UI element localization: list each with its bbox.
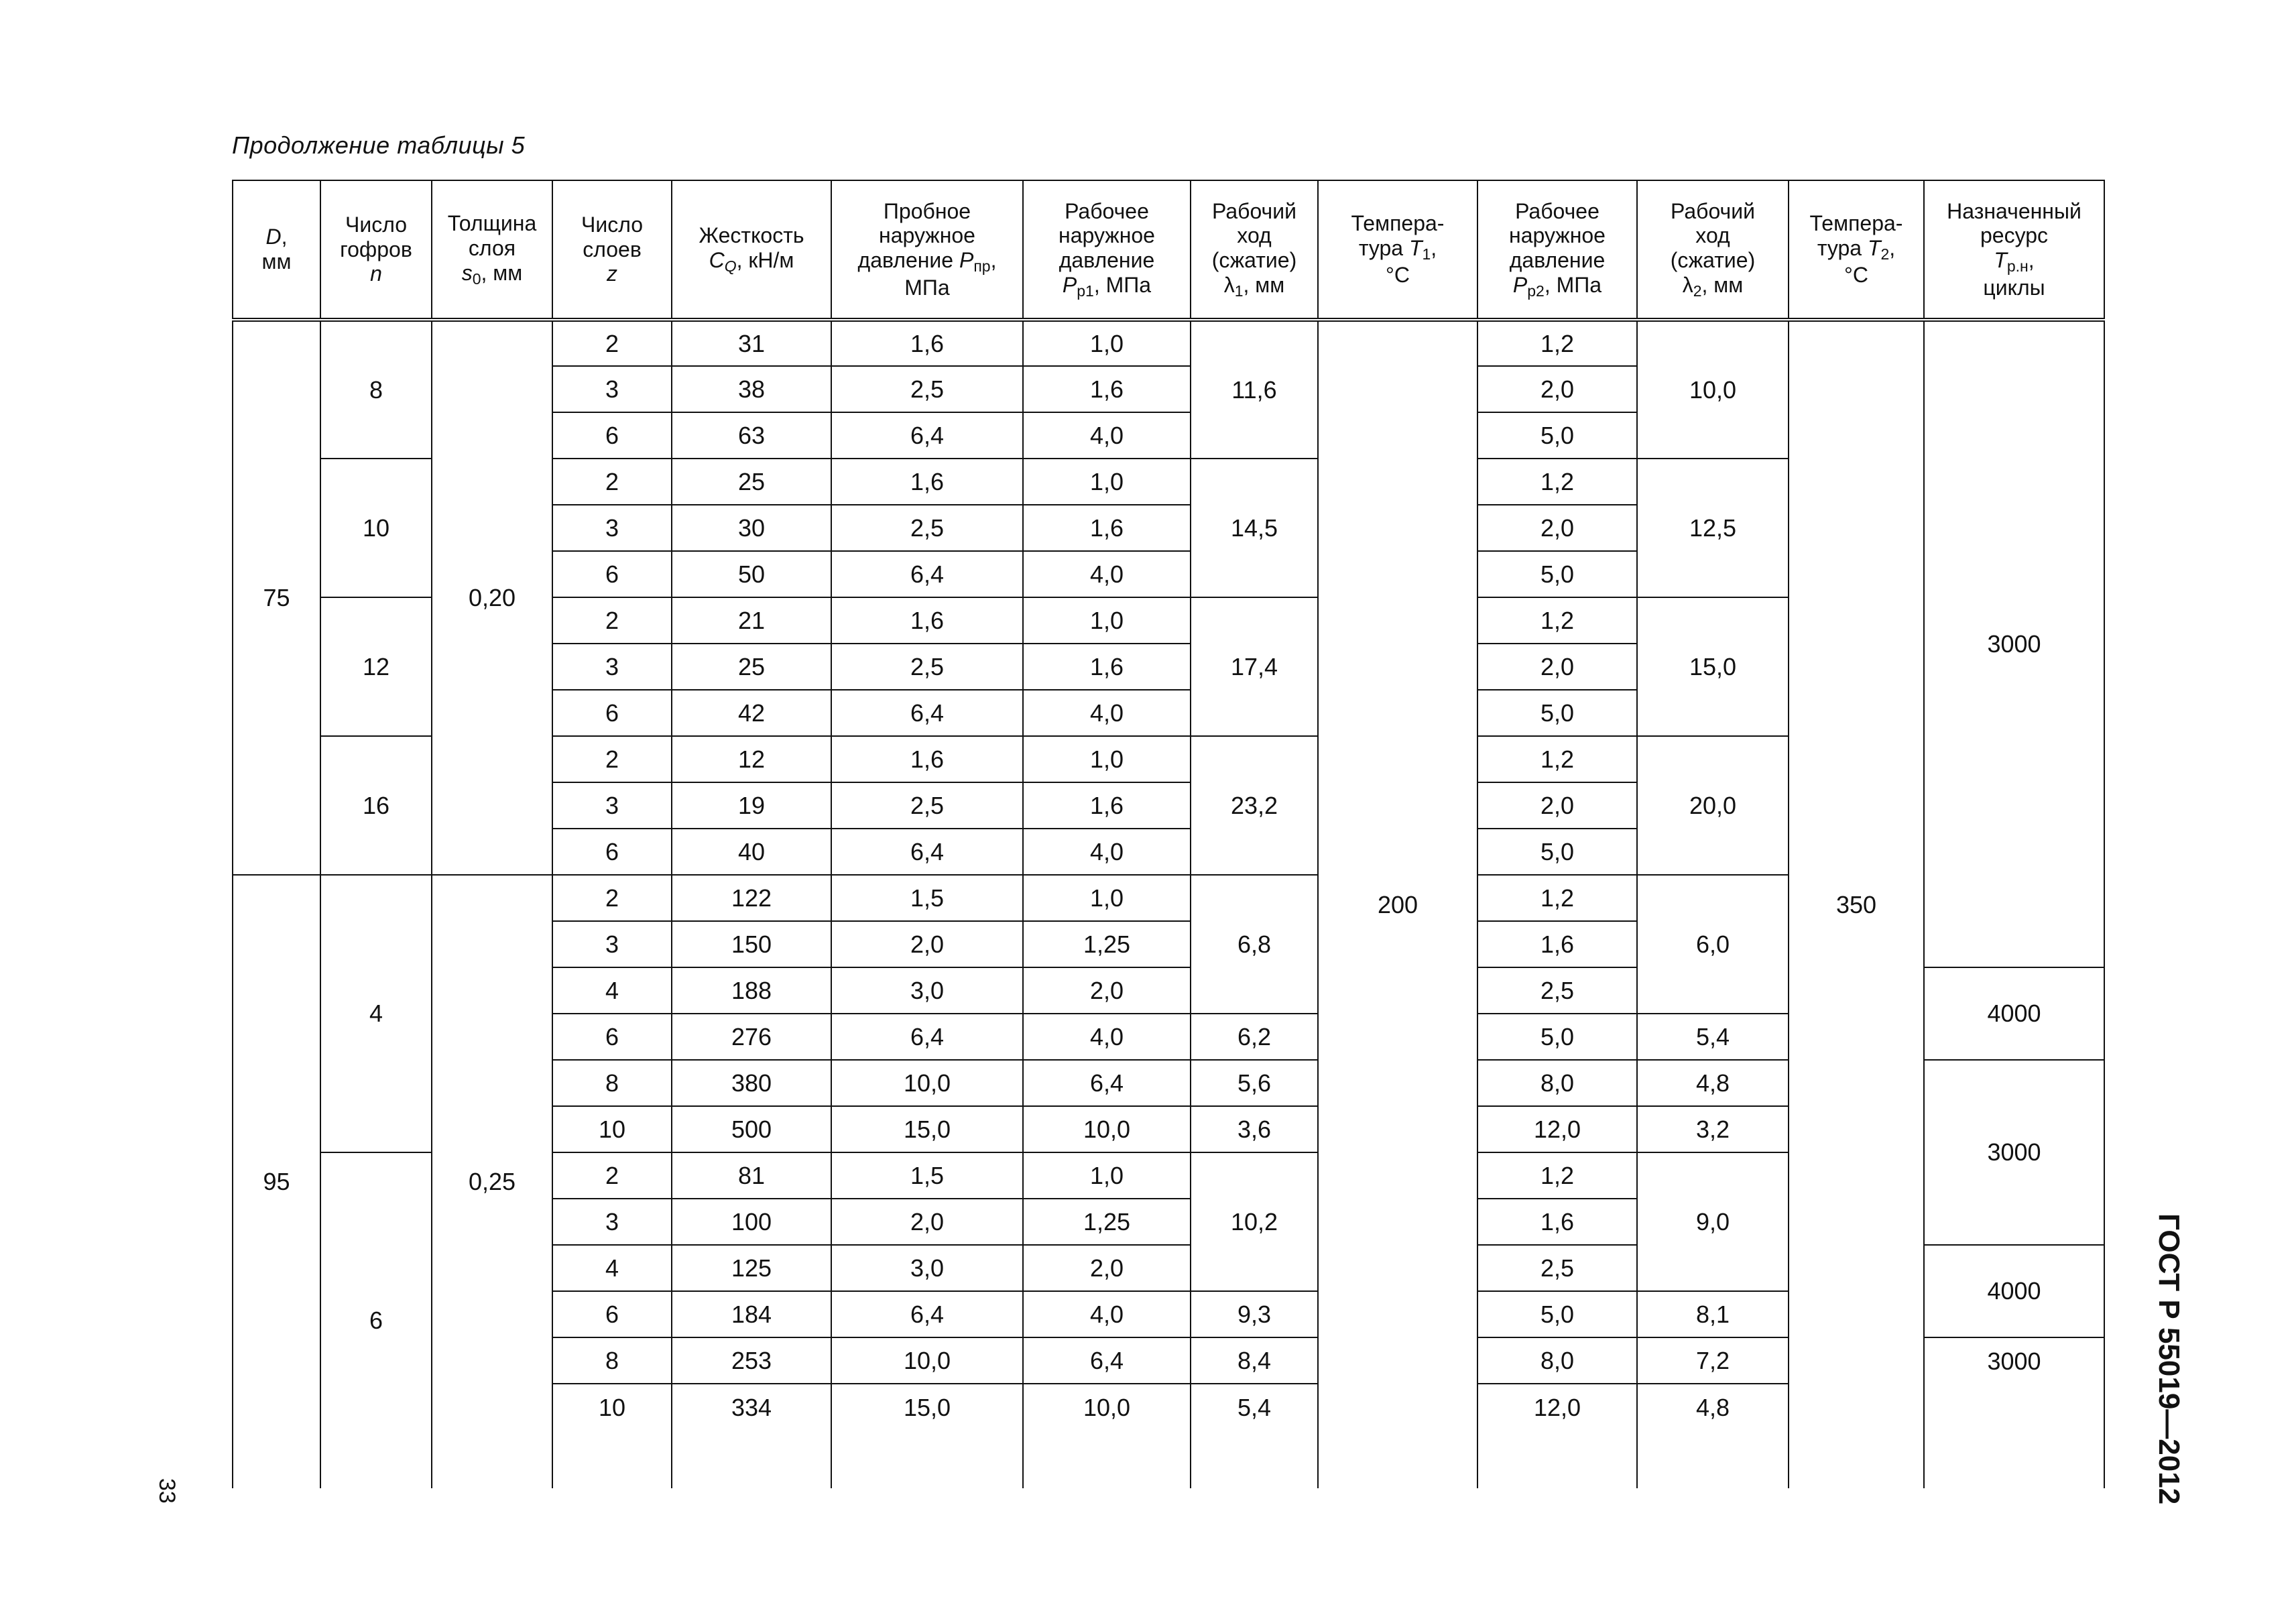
table-caption: Продолжение таблицы 5 xyxy=(232,131,526,159)
cell-ppr: 6,4 xyxy=(831,1014,1023,1060)
cell-t2: 350 xyxy=(1789,320,1924,1488)
cell-pp1: 10,0 xyxy=(1023,1384,1191,1488)
cell-z: 2 xyxy=(552,736,672,782)
cell-c: 30 xyxy=(672,505,831,551)
cell-z: 3 xyxy=(552,1199,672,1245)
cell-pp1: 4,0 xyxy=(1023,1014,1191,1060)
cell-pp2: 1,6 xyxy=(1477,921,1637,967)
cell-c: 38 xyxy=(672,366,831,412)
cell-z: 3 xyxy=(552,644,672,690)
cell-lambda1: 23,2 xyxy=(1191,736,1318,875)
cell-lambda1: 10,2 xyxy=(1191,1152,1318,1291)
standard-code: ГОСТ Р 55019—2012 xyxy=(2153,1213,2185,1505)
header-row xyxy=(233,180,2104,320)
cell-ppr: 2,0 xyxy=(831,921,1023,967)
cell-pp2: 2,5 xyxy=(1477,967,1637,1014)
cell-c: 50 xyxy=(672,551,831,597)
cell-ppr: 15,0 xyxy=(831,1106,1023,1152)
cell-c: 125 xyxy=(672,1245,831,1291)
cell-c: 253 xyxy=(672,1337,831,1384)
cell-ppr: 6,4 xyxy=(831,551,1023,597)
table-row xyxy=(233,320,2104,366)
cell-lambda2: 7,2 xyxy=(1637,1337,1789,1384)
cell-pp2: 5,0 xyxy=(1477,1014,1637,1060)
cell-lambda2: 3,2 xyxy=(1637,1106,1789,1152)
cell-c: 42 xyxy=(672,690,831,736)
cell-pp1: 1,6 xyxy=(1023,644,1191,690)
cell-resource: 3000 xyxy=(1924,1337,2104,1488)
cell-z: 8 xyxy=(552,1337,672,1384)
header-ppr: Пробное наружное давление $P_{пр}$, МПа xyxy=(831,180,1023,320)
cell-z: 8 xyxy=(552,1060,672,1106)
cell-ppr: 3,0 xyxy=(831,967,1023,1014)
cell-z: 3 xyxy=(552,505,672,551)
header-t1: Темпера- тура $T_1$, °С xyxy=(1318,180,1477,320)
cell-lambda2: 15,0 xyxy=(1637,597,1789,736)
cell-pp1: 1,0 xyxy=(1023,459,1191,505)
cell-pp1: 6,4 xyxy=(1023,1337,1191,1384)
cell-ppr: 2,5 xyxy=(831,366,1023,412)
cell-pp1: 1,0 xyxy=(1023,597,1191,644)
cell-z: 4 xyxy=(552,967,672,1014)
cell-c: 500 xyxy=(672,1106,831,1152)
cell-c: 188 xyxy=(672,967,831,1014)
cell-pp1: 1,0 xyxy=(1023,875,1191,921)
cell-lambda2: 4,8 xyxy=(1637,1060,1789,1106)
cell-pp2: 12,0 xyxy=(1477,1106,1637,1152)
cell-pp1: 4,0 xyxy=(1023,412,1191,459)
cell-ppr: 6,4 xyxy=(831,829,1023,875)
cell-pp1: 1,0 xyxy=(1023,1152,1191,1199)
header-pp2: Рабочее наружное давление $P_{р2}$, МПа xyxy=(1477,180,1637,320)
cell-pp2: 1,6 xyxy=(1477,1199,1637,1245)
cell-pp2: 5,0 xyxy=(1477,551,1637,597)
cell-z: 3 xyxy=(552,366,672,412)
cell-ppr: 2,5 xyxy=(831,644,1023,690)
cell-c: 63 xyxy=(672,412,831,459)
cell-pp1: 4,0 xyxy=(1023,551,1191,597)
cell-pp1: 1,25 xyxy=(1023,921,1191,967)
cell-n: 16 xyxy=(320,736,432,875)
cell-c: 12 xyxy=(672,736,831,782)
cell-z: 2 xyxy=(552,1152,672,1199)
cell-ppr: 1,6 xyxy=(831,597,1023,644)
cell-pp1: 1,6 xyxy=(1023,505,1191,551)
cell-ppr: 1,6 xyxy=(831,320,1023,366)
cell-pp2: 5,0 xyxy=(1477,412,1637,459)
header-s: Толщина слоя $s_0$, мм xyxy=(432,180,552,320)
cell-c: 380 xyxy=(672,1060,831,1106)
cell-c: 276 xyxy=(672,1014,831,1060)
cell-lambda1: 9,3 xyxy=(1191,1291,1318,1337)
cell-c: 31 xyxy=(672,320,831,366)
cell-c: 19 xyxy=(672,782,831,829)
cell-lambda2: 12,5 xyxy=(1637,459,1789,597)
cell-n: 8 xyxy=(320,320,432,459)
cell-c: 334 xyxy=(672,1384,831,1488)
cell-lambda1: 3,6 xyxy=(1191,1106,1318,1152)
cell-pp2: 1,2 xyxy=(1477,1152,1637,1199)
cell-pp1: 6,4 xyxy=(1023,1060,1191,1106)
cell-ppr: 2,5 xyxy=(831,505,1023,551)
cell-c: 21 xyxy=(672,597,831,644)
cell-lambda1: 8,4 xyxy=(1191,1337,1318,1384)
cell-z: 3 xyxy=(552,921,672,967)
cell-ppr: 6,4 xyxy=(831,690,1023,736)
cell-resource: 3000 xyxy=(1924,320,2104,967)
cell-ppr: 1,5 xyxy=(831,1152,1023,1199)
cell-z: 10 xyxy=(552,1106,672,1152)
cell-ppr: 1,6 xyxy=(831,736,1023,782)
cell-pp2: 8,0 xyxy=(1477,1337,1637,1384)
cell-resource: 4000 xyxy=(1924,967,2104,1060)
cell-lambda2: 4,8 xyxy=(1637,1384,1789,1488)
cell-lambda2: 20,0 xyxy=(1637,736,1789,875)
cell-lambda1: 11,6 xyxy=(1191,320,1318,459)
cell-z: 2 xyxy=(552,320,672,366)
cell-lambda2: 5,4 xyxy=(1637,1014,1789,1060)
cell-pp2: 1,2 xyxy=(1477,597,1637,644)
cell-pp1: 2,0 xyxy=(1023,967,1191,1014)
cell-pp2: 5,0 xyxy=(1477,690,1637,736)
header-d: D, мм xyxy=(233,180,320,320)
cell-z: 2 xyxy=(552,597,672,644)
cell-c: 100 xyxy=(672,1199,831,1245)
cell-n: 10 xyxy=(320,459,432,597)
cell-z: 6 xyxy=(552,412,672,459)
cell-lambda1: 17,4 xyxy=(1191,597,1318,736)
cell-resource: 4000 xyxy=(1924,1245,2104,1337)
cell-pp1: 1,6 xyxy=(1023,782,1191,829)
cell-pp2: 5,0 xyxy=(1477,1291,1637,1337)
cell-c: 150 xyxy=(672,921,831,967)
cell-lambda2: 9,0 xyxy=(1637,1152,1789,1291)
cell-lambda1: 6,8 xyxy=(1191,875,1318,1014)
cell-ppr: 6,4 xyxy=(831,1291,1023,1337)
cell-lambda1: 5,6 xyxy=(1191,1060,1318,1106)
cell-ppr: 10,0 xyxy=(831,1337,1023,1384)
header-l1: Рабочий ход (сжатие) $\lambda_1$, мм xyxy=(1191,180,1318,320)
cell-c: 40 xyxy=(672,829,831,875)
cell-lambda2: 8,1 xyxy=(1637,1291,1789,1337)
cell-ppr: 2,0 xyxy=(831,1199,1023,1245)
cell-lambda1: 5,4 xyxy=(1191,1384,1318,1488)
data-table xyxy=(232,180,2105,1488)
cell-z: 6 xyxy=(552,1291,672,1337)
header-l2: Рабочий ход (сжатие) $\lambda_2$, мм xyxy=(1637,180,1789,320)
cell-pp1: 4,0 xyxy=(1023,829,1191,875)
cell-pp2: 1,2 xyxy=(1477,736,1637,782)
cell-s: 0,20 xyxy=(432,320,552,875)
cell-pp2: 12,0 xyxy=(1477,1384,1637,1488)
cell-d: 95 xyxy=(233,875,320,1488)
cell-n: 12 xyxy=(320,597,432,736)
cell-resource: 3000 xyxy=(1924,1060,2104,1245)
cell-pp2: 1,2 xyxy=(1477,459,1637,505)
cell-z: 10 xyxy=(552,1384,672,1488)
cell-pp1: 1,25 xyxy=(1023,1199,1191,1245)
cell-pp1: 4,0 xyxy=(1023,1291,1191,1337)
cell-ppr: 15,0 xyxy=(831,1384,1023,1488)
cell-pp2: 8,0 xyxy=(1477,1060,1637,1106)
cell-c: 184 xyxy=(672,1291,831,1337)
cell-z: 3 xyxy=(552,782,672,829)
cell-z: 6 xyxy=(552,690,672,736)
cell-z: 4 xyxy=(552,1245,672,1291)
cell-t1: 200 xyxy=(1318,320,1477,1488)
cell-z: 6 xyxy=(552,551,672,597)
cell-ppr: 6,4 xyxy=(831,412,1023,459)
cell-c: 81 xyxy=(672,1152,831,1199)
cell-lambda2: 6,0 xyxy=(1637,875,1789,1014)
page-number: 33 xyxy=(154,1478,180,1504)
cell-pp2: 2,0 xyxy=(1477,505,1637,551)
header-pp1: Рабочее наружное давление $P_{р1}$, МПа xyxy=(1023,180,1191,320)
cell-pp2: 2,0 xyxy=(1477,782,1637,829)
cell-c: 25 xyxy=(672,644,831,690)
cell-pp1: 2,0 xyxy=(1023,1245,1191,1291)
header-t2: Темпера- тура $T_2$, °С xyxy=(1789,180,1924,320)
cell-ppr: 1,5 xyxy=(831,875,1023,921)
cell-z: 2 xyxy=(552,875,672,921)
cell-c: 122 xyxy=(672,875,831,921)
cell-pp2: 2,0 xyxy=(1477,366,1637,412)
cell-n: 4 xyxy=(320,875,432,1152)
header-c: Жесткость $C_Q$, кН/м xyxy=(672,180,831,320)
cell-z: 6 xyxy=(552,829,672,875)
cell-pp1: 1,0 xyxy=(1023,320,1191,366)
cell-n: 6 xyxy=(320,1152,432,1488)
header-n: Число гофров n xyxy=(320,180,432,320)
cell-ppr: 10,0 xyxy=(831,1060,1023,1106)
cell-pp1: 10,0 xyxy=(1023,1106,1191,1152)
header-z: Число слоев z xyxy=(552,180,672,320)
cell-pp1: 1,0 xyxy=(1023,736,1191,782)
cell-pp1: 1,6 xyxy=(1023,366,1191,412)
cell-pp2: 1,2 xyxy=(1477,320,1637,366)
cell-pp2: 2,5 xyxy=(1477,1245,1637,1291)
cell-pp1: 4,0 xyxy=(1023,690,1191,736)
cell-ppr: 1,6 xyxy=(831,459,1023,505)
cell-lambda1: 14,5 xyxy=(1191,459,1318,597)
cell-ppr: 3,0 xyxy=(831,1245,1023,1291)
cell-pp2: 2,0 xyxy=(1477,644,1637,690)
cell-d: 75 xyxy=(233,320,320,875)
cell-ppr: 2,5 xyxy=(831,782,1023,829)
cell-z: 2 xyxy=(552,459,672,505)
cell-pp2: 5,0 xyxy=(1477,829,1637,875)
header-resource: Назначенный ресурс $T_{р.н}$, циклы xyxy=(1924,180,2104,320)
cell-s: 0,25 xyxy=(432,875,552,1488)
cell-lambda1: 6,2 xyxy=(1191,1014,1318,1060)
cell-z: 6 xyxy=(552,1014,672,1060)
cell-c: 25 xyxy=(672,459,831,505)
cell-lambda2: 10,0 xyxy=(1637,320,1789,459)
cell-pp2: 1,2 xyxy=(1477,875,1637,921)
